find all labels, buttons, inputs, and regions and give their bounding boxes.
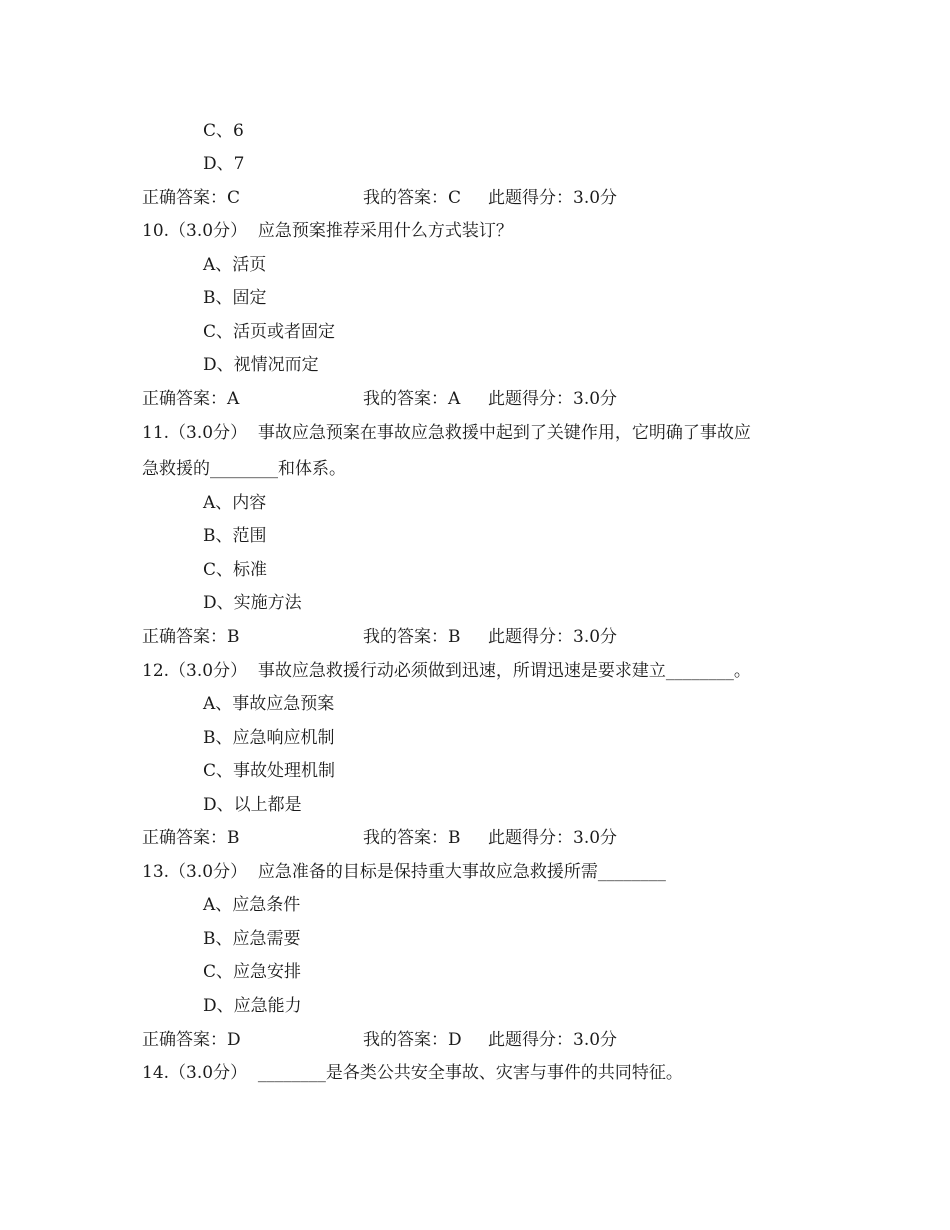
question-14-title: 14.（3.0分） ________是各类公共安全事故、灾害与事件的共同特征。: [142, 1063, 683, 1083]
correct-answer-q10: 正确答案：A: [142, 389, 240, 409]
option-q12-b: B、应急响应机制: [203, 728, 335, 748]
option-q9-d: D、7: [203, 154, 245, 174]
option-q12-a: A、事故应急预案: [203, 694, 335, 714]
option-q10-a: A、活页: [203, 255, 267, 275]
question-11-title-line1: 11.（3.0分） 事故应急预案在事故应急救援中起到了关键作用，它明确了事故应: [142, 423, 751, 443]
option-q11-a: A、内容: [203, 493, 267, 513]
question-10-title: 10.（3.0分） 应急预案推荐采用什么方式装订？: [142, 221, 513, 241]
score-q12: 此题得分：3.0分: [488, 828, 618, 848]
option-q11-b: B、范围: [203, 526, 267, 546]
score-q9: 此题得分：3.0分: [488, 188, 618, 208]
option-q12-d: D、以上都是: [203, 795, 302, 815]
my-answer-q10: 我的答案：A: [363, 389, 461, 409]
option-q13-c: C、应急安排: [203, 962, 302, 982]
my-answer-q11: 我的答案：B: [363, 627, 461, 647]
score-q11: 此题得分：3.0分: [488, 627, 618, 647]
option-q13-a: A、应急条件: [203, 895, 301, 915]
correct-answer-q11: 正确答案：B: [142, 627, 240, 647]
correct-answer-q9: 正确答案：C: [142, 188, 241, 208]
question-11-title-line2: 急救援的________和体系。: [142, 459, 346, 479]
score-q13: 此题得分：3.0分: [488, 1030, 618, 1050]
correct-answer-q12: 正确答案：B: [142, 828, 240, 848]
option-q10-b: B、固定: [203, 288, 267, 308]
option-q10-d: D、视情况而定: [203, 355, 319, 375]
score-q10: 此题得分：3.0分: [488, 389, 618, 409]
my-answer-q12: 我的答案：B: [363, 828, 461, 848]
option-q11-c: C、标准: [203, 560, 268, 580]
my-answer-q9: 我的答案：C: [363, 188, 462, 208]
question-13-title: 13.（3.0分） 应急准备的目标是保持重大事故应急救援所需________: [142, 862, 666, 882]
my-answer-q13: 我的答案：D: [363, 1030, 462, 1050]
option-q13-b: B、应急需要: [203, 929, 301, 949]
option-q9-c: C、6: [203, 121, 244, 141]
option-q11-d: D、实施方法: [203, 593, 302, 613]
option-q10-c: C、活页或者固定: [203, 322, 336, 342]
correct-answer-q13: 正确答案：D: [142, 1030, 241, 1050]
option-q12-c: C、事故处理机制: [203, 761, 336, 781]
question-12-title: 12.（3.0分） 事故应急救援行动必须做到迅速，所谓迅速是要求建立________。: [142, 661, 751, 681]
option-q13-d: D、应急能力: [203, 996, 302, 1016]
